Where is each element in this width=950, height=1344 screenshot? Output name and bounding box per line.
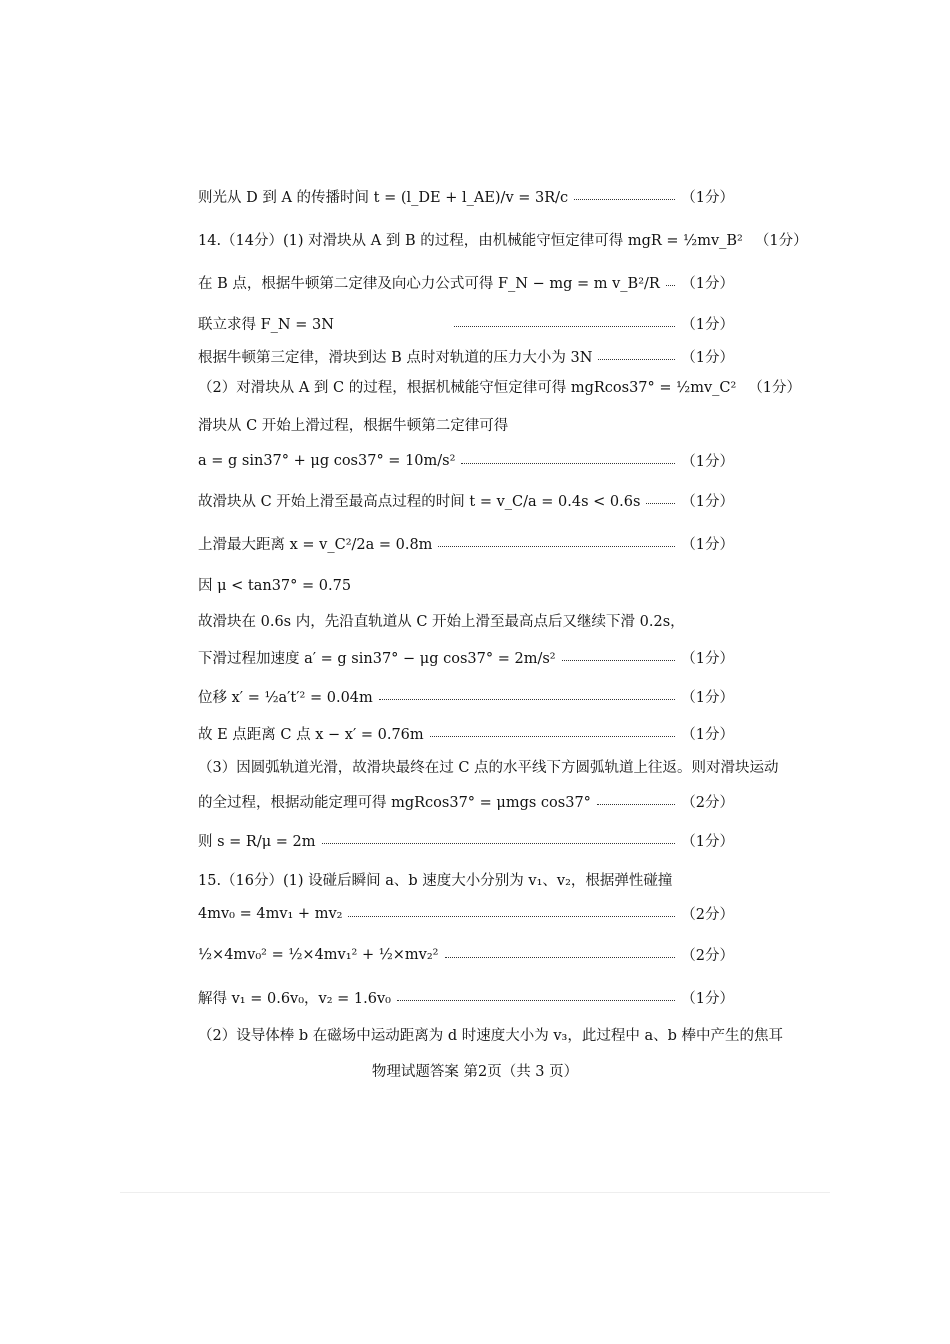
answer-text: 故滑块在 0.6s 内，先沿直轨道从 C 开始上滑至最高点后又继续下滑 0.2s， (198, 614, 685, 630)
answer-line: 故 E 点距离 C 点 x − x′ = 0.76m （1分） (198, 727, 734, 743)
divider (120, 1192, 830, 1193)
answer-text: 因 μ < tan37° = 0.75 (198, 578, 352, 594)
answer-line: 4mv₀ = 4mv₁ + mv₂ （2分） (198, 905, 734, 923)
answer-text: 15.（16分）(1) 设碰后瞬间 a、b 速度大小分别为 v₁、v₂，根据弹性碰撞 (198, 873, 673, 889)
answer-text: 滑块从 C 开始上滑过程，根据牛顿第二定律可得 (198, 418, 509, 434)
answer-line: （2）对滑块从 A 到 C 的过程，根据机械能守恒定律可得 mgRcos37° = ½mv_C² （1分） (198, 380, 802, 396)
answer-line: 14.（14分）(1) 对滑块从 A 到 B 的过程，由机械能守恒定律可得 mgR = ½mv_B² （1分） (198, 233, 808, 249)
answer-line: 解得 v₁ = 0.6v₀，v₂ = 1.6v₀ （1分） (198, 991, 734, 1007)
answer-text: （3）因圆弧轨道光滑，故滑块最终在过 C 点的水平线下方圆弧轨道上往返。则对滑块运动 (198, 760, 779, 776)
answer-line: 上滑最大距离 x = v_C²/2a = 0.8m （1分） (198, 537, 734, 553)
answer-line: 在 B 点，根据牛顿第二定律及向心力公式可得 F_N − mg = m v_B²/R （1分） (198, 276, 734, 292)
page-footer: 物理试题答案 第2页（共 3 页） (371, 1064, 579, 1080)
answer-line: 则光从 D 到 A 的传播时间 t = (l_DE + l_AE)/v = 3R/c （1分） (198, 190, 734, 206)
answer-line: ½×4mv₀² = ½×4mv₁² + ½×mv₂² （2分） (198, 946, 734, 964)
answer-line: 位移 x′ = ½a′t′² = 0.04m （1分） (198, 690, 734, 706)
answer-line: 下滑过程加速度 a′ = g sin37° − μg cos37° = 2m/s² （1分） (198, 651, 734, 667)
answer-line: a = g sin37° + μg cos37° = 10m/s² （1分） (198, 452, 734, 470)
answer-line: 则 s = R/μ = 2m （1分） (198, 834, 734, 850)
answer-line: 联立求得 F_N = 3N （1分） (198, 317, 734, 333)
answer-line: 根据牛顿第三定律，滑块到达 B 点时对轨道的压力大小为 3N （1分） (198, 350, 734, 366)
answer-line: 的全过程，根据动能定理可得 mgRcos37° = μmgs cos37° （2分） (198, 795, 734, 811)
answer-text: （2）设导体棒 b 在磁场中运动距离为 d 时速度大小为 v₃，此过程中 a、b 棒中产生的焦耳 (198, 1028, 783, 1044)
answer-line: 故滑块从 C 开始上滑至最高点过程的时间 t = v_C/a = 0.4s < 0.6s （1分） (198, 494, 734, 510)
